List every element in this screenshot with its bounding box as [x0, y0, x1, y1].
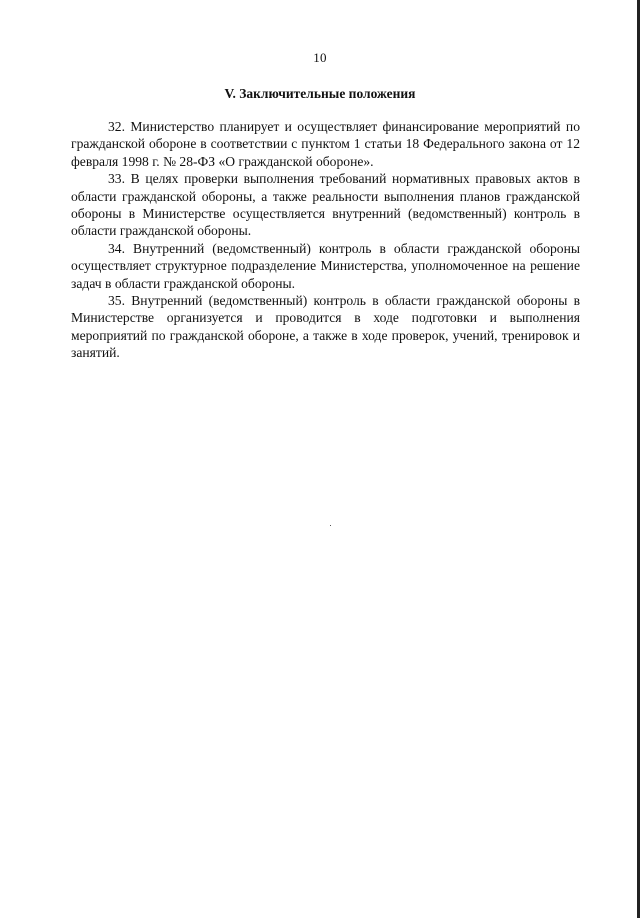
paragraph-33: 33. В целях проверки выполнения требований нормативных правовых актов в области гражданской обороны, а также реальности выполнения планов гражданской обороны в Министерстве осуществляется внутренний (ведомственный) контроль в области гражданской обороны.	[71, 171, 580, 239]
section-title: V. Заключительные положения	[224, 86, 416, 101]
body-text	[71, 118, 580, 362]
paragraph-32: 32. Министерство планирует и осуществляет финансирование мероприятий по гражданской обороне в соответствии с пунктом 1 статьи 18 Федерального закона от 12 февраля 1998 г. № 28-ФЗ «О гражданской обороне».	[71, 119, 580, 169]
paragraph-34: 34. Внутренний (ведомственный) контроль в области гражданской обороны осуществляет структурное подразделение Министерства, уполномоченное на решение задач в области гражданской обороны.	[71, 240, 580, 291]
paragraph-35: 35. Внутренний (ведомственный) контроль в области гражданской обороны в Министерстве организуется и проводится в ходе подготовки и выполнения мероприятий по гражданской обороне, а также в ходе проверок, учений, тренировок и занятий.	[71, 293, 580, 361]
scan-speck	[330, 525, 331, 526]
page-number: 10	[313, 50, 327, 65]
